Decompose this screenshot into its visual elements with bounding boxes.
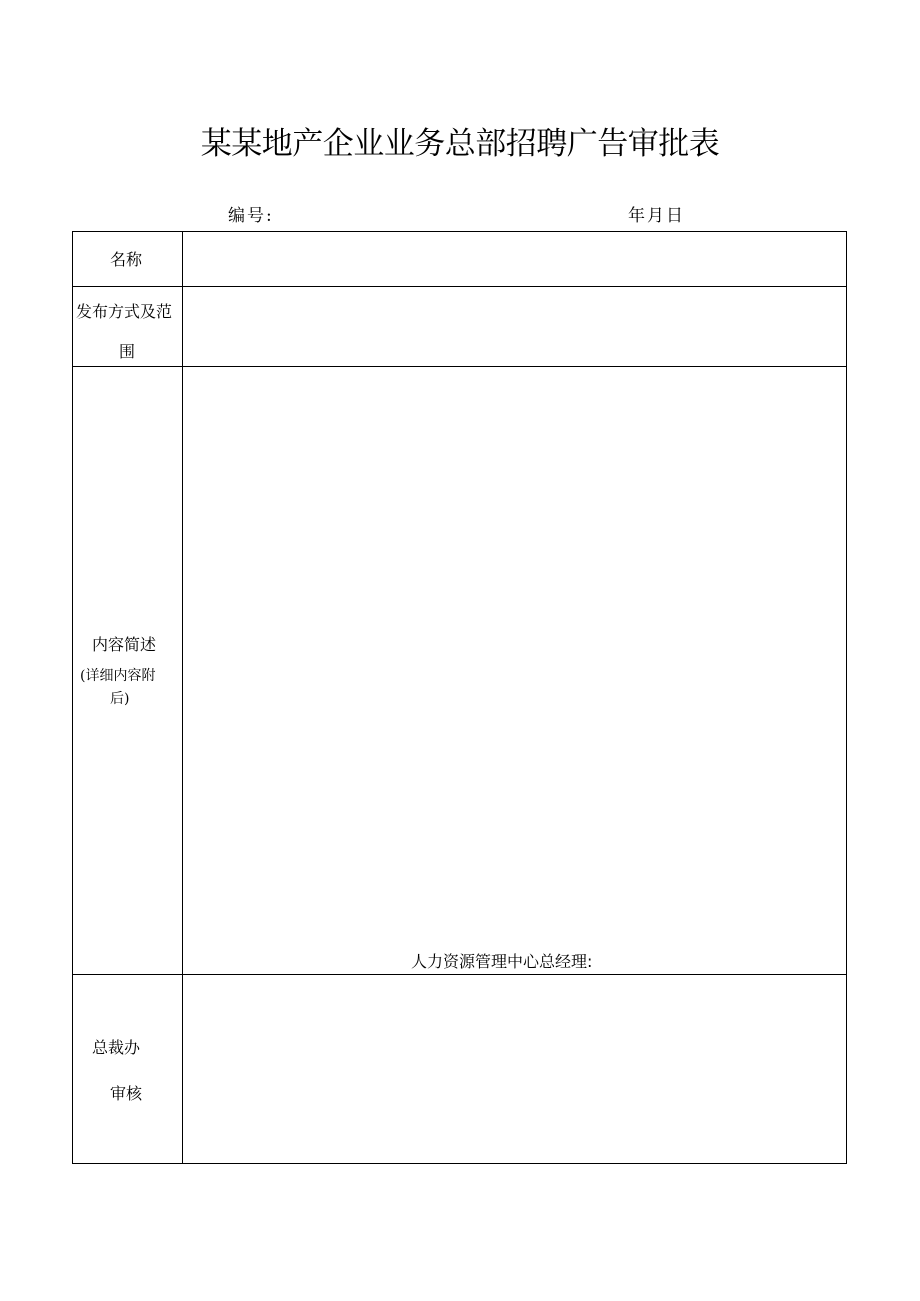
table-divider-1 bbox=[72, 286, 847, 287]
content-label: 内容简述 bbox=[92, 635, 157, 654]
publish-value-cell[interactable] bbox=[184, 288, 845, 365]
review-label-line1: 总裁办 bbox=[92, 1038, 141, 1057]
content-note-line1: (详细内容附 bbox=[80, 668, 156, 684]
content-value-cell[interactable] bbox=[184, 368, 845, 938]
table-border-top bbox=[72, 231, 847, 232]
name-label: 名称 bbox=[110, 250, 143, 269]
publish-label-line2: 围 bbox=[119, 342, 136, 361]
date-label: 年月日 bbox=[628, 206, 685, 226]
publish-label-line1: 发布方式及范 bbox=[76, 302, 173, 321]
review-label-line2: 审核 bbox=[110, 1084, 143, 1103]
number-label: 编号: bbox=[228, 206, 274, 226]
name-value-cell[interactable] bbox=[184, 233, 845, 285]
table-border-right bbox=[846, 231, 847, 1164]
content-note-line2: 后) bbox=[110, 691, 130, 707]
table-divider-2 bbox=[72, 366, 847, 367]
table-border-bottom bbox=[72, 1163, 847, 1164]
hr-signature-label: 人力资源管理中心总经理: bbox=[411, 952, 593, 971]
review-value-cell[interactable] bbox=[184, 976, 845, 1162]
page-title: 某某地产企业业务总部招聘广告审批表 bbox=[200, 126, 720, 162]
table-border-left bbox=[72, 231, 73, 1164]
table-column-divider bbox=[182, 231, 183, 1164]
table-divider-3 bbox=[72, 974, 847, 975]
